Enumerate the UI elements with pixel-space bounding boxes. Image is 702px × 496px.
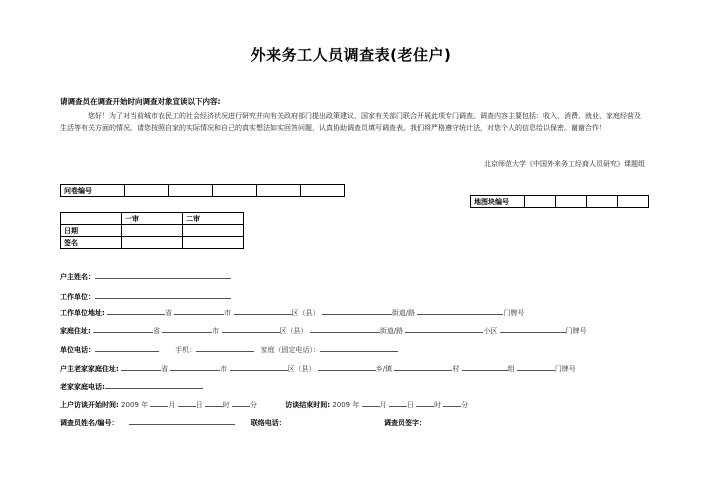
end-month-unit: 月 — [379, 401, 387, 409]
home-phone-label: 家庭（固定电话）： — [260, 346, 320, 354]
start-hour-field[interactable] — [205, 398, 223, 407]
start-day-field[interactable] — [178, 398, 196, 407]
questionnaire-no-cell[interactable] — [213, 185, 257, 197]
hometown-district-unit: 区（县） — [287, 365, 316, 373]
work-house-no-field[interactable] — [417, 306, 503, 315]
phone-row — [60, 343, 398, 355]
page-title: 外来务工人员调查表(老住户) — [250, 46, 452, 64]
review-date-first[interactable] — [122, 225, 183, 237]
home-phone-field[interactable] — [320, 343, 398, 352]
work-street-unit: 街道/路 — [391, 309, 416, 317]
start-minute-unit: 分 — [250, 401, 258, 409]
interviewer-sign-label: 调查员签字： — [384, 419, 427, 427]
hometown-house-no-field[interactable] — [517, 362, 555, 371]
hometown-township-field[interactable] — [318, 362, 376, 371]
review-sign-label: 签名 — [61, 237, 122, 249]
end-time-label: 访谈结束时间: — [285, 401, 331, 409]
home-city-field[interactable] — [162, 324, 212, 333]
hometown-house-no-unit: 门牌号 — [554, 365, 576, 373]
review-corner — [61, 213, 122, 225]
start-time-label: 上户访谈开始时间: — [60, 401, 119, 409]
interviewer-row — [60, 416, 426, 428]
review-second-header: 二审 — [183, 213, 244, 225]
end-year-unit: 2009 年 — [332, 401, 360, 409]
work-province-field[interactable] — [107, 306, 165, 315]
hometown-phone-field[interactable] — [105, 380, 203, 389]
work-city-unit: 市 — [224, 309, 232, 317]
start-minute-field[interactable] — [232, 398, 250, 407]
hometown-phone-label: 老家家庭电话: — [60, 383, 105, 391]
review-first-header: 一审 — [122, 213, 183, 225]
review-sign-first[interactable] — [122, 237, 183, 249]
home-house-no-field[interactable] — [500, 324, 566, 333]
work-province-unit: 省 — [165, 309, 173, 317]
householder-name-field[interactable] — [95, 270, 231, 279]
start-hour-unit: 时 — [222, 401, 230, 409]
hometown-village-field[interactable] — [394, 362, 452, 371]
start-day-unit: 日 — [195, 401, 203, 409]
map-block-no-label: 地图块编号 — [471, 196, 525, 208]
interviewer-name-label: 调查员姓名/编号： — [60, 419, 119, 427]
mobile-field[interactable] — [196, 343, 254, 352]
review-date-second[interactable] — [183, 225, 244, 237]
work-unit-row — [60, 290, 231, 302]
work-district-unit: 区（县） — [291, 309, 320, 317]
review-sign-second[interactable] — [183, 237, 244, 249]
start-month-unit: 月 — [168, 401, 176, 409]
work-unit-label: 工作单位： — [60, 293, 95, 301]
home-street-unit: 街道/路 — [379, 327, 404, 335]
work-address-row — [60, 306, 524, 318]
hometown-township-unit: 乡/镇 — [375, 365, 393, 373]
end-day-field[interactable] — [389, 398, 407, 407]
review-table — [60, 212, 244, 249]
home-community-unit: 小区 — [483, 327, 498, 335]
home-province-unit: 省 — [153, 327, 161, 335]
start-year-unit: 2009 年 — [121, 401, 149, 409]
householder-name-label: 户主姓名： — [60, 273, 95, 281]
signature: 北京师范大学《中国外来务工经商人员研究》课题组 — [484, 160, 645, 168]
intro-paragraph — [60, 110, 645, 134]
review-date-label: 日期 — [61, 225, 122, 237]
home-district-unit: 区（县） — [279, 327, 308, 335]
hometown-village-unit: 村 — [452, 365, 460, 373]
questionnaire-no-cell[interactable] — [257, 185, 301, 197]
map-block-no-cell[interactable] — [618, 196, 649, 208]
start-month-field[interactable] — [150, 398, 168, 407]
work-district-field[interactable] — [234, 306, 292, 315]
mobile-label: 手机： — [175, 346, 197, 354]
hometown-group-unit: 组 — [507, 365, 515, 373]
home-city-unit: 市 — [212, 327, 220, 335]
hometown-address-label: 户主老家家庭住址: — [60, 365, 119, 373]
hometown-province-field[interactable] — [121, 362, 161, 371]
unit-phone-label: 单位电话： — [60, 346, 95, 354]
questionnaire-no-label: 问卷编号 — [61, 185, 125, 197]
hometown-group-field[interactable] — [462, 362, 508, 371]
interview-time-row — [60, 398, 468, 410]
home-province-field[interactable] — [93, 324, 153, 333]
hometown-address-row — [60, 362, 576, 374]
end-hour-field[interactable] — [416, 398, 434, 407]
unit-phone-field[interactable] — [95, 343, 159, 352]
questionnaire-no-cell[interactable] — [125, 185, 169, 197]
interviewer-name-field[interactable] — [129, 416, 235, 425]
map-block-no-cell[interactable] — [556, 196, 587, 208]
instruction: 请调查员在调查开始时向调查对象宣读以下内容: — [60, 97, 221, 106]
work-address-label: 工作单位地址: — [60, 309, 105, 317]
householder-name-row — [60, 270, 231, 282]
home-district-field[interactable] — [222, 324, 280, 333]
work-city-field[interactable] — [174, 306, 224, 315]
end-month-field[interactable] — [362, 398, 380, 407]
home-address-row — [60, 324, 587, 336]
work-house-no-unit: 门牌号 — [503, 309, 525, 317]
end-hour-unit: 时 — [434, 401, 442, 409]
map-block-no-cell[interactable] — [587, 196, 618, 208]
questionnaire-no-cell[interactable] — [169, 185, 213, 197]
hometown-city-field[interactable] — [170, 362, 220, 371]
home-street-field[interactable] — [310, 324, 380, 333]
hometown-city-unit: 市 — [220, 365, 228, 373]
hometown-phone-row — [60, 380, 203, 392]
map-block-no-table — [470, 195, 649, 208]
intro-text: 您好！为了对当前城市农民工的社会经济状况进行研究并向有关政府部门提出政策建议，国家有关部门联合开展此项专门调查。调查内容主要包括：收入、消费、就业、家庭经营及生活等有关方面的情况。请您按照自家的实际情况和自己的真实想法如实回答问题，认真协助调查员填写调查表。我们将严格遵守统计法，对您个人的信息给以保密。谢谢合作！ — [60, 112, 641, 132]
contact-phone-label: 联络电话： — [250, 419, 286, 427]
home-community-field[interactable] — [405, 324, 483, 333]
end-minute-field[interactable] — [443, 398, 461, 407]
work-unit-field[interactable] — [95, 290, 231, 299]
map-block-no-cell[interactable] — [525, 196, 556, 208]
home-address-label: 家庭住址: — [60, 327, 91, 335]
hometown-district-field[interactable] — [230, 362, 288, 371]
end-minute-unit: 分 — [461, 401, 469, 409]
home-house-no-unit: 门牌号 — [565, 327, 587, 335]
end-day-unit: 日 — [406, 401, 414, 409]
work-street-field[interactable] — [322, 306, 392, 315]
hometown-province-unit: 省 — [161, 365, 169, 373]
questionnaire-no-cell[interactable] — [301, 185, 345, 197]
questionnaire-no-table — [60, 184, 345, 197]
